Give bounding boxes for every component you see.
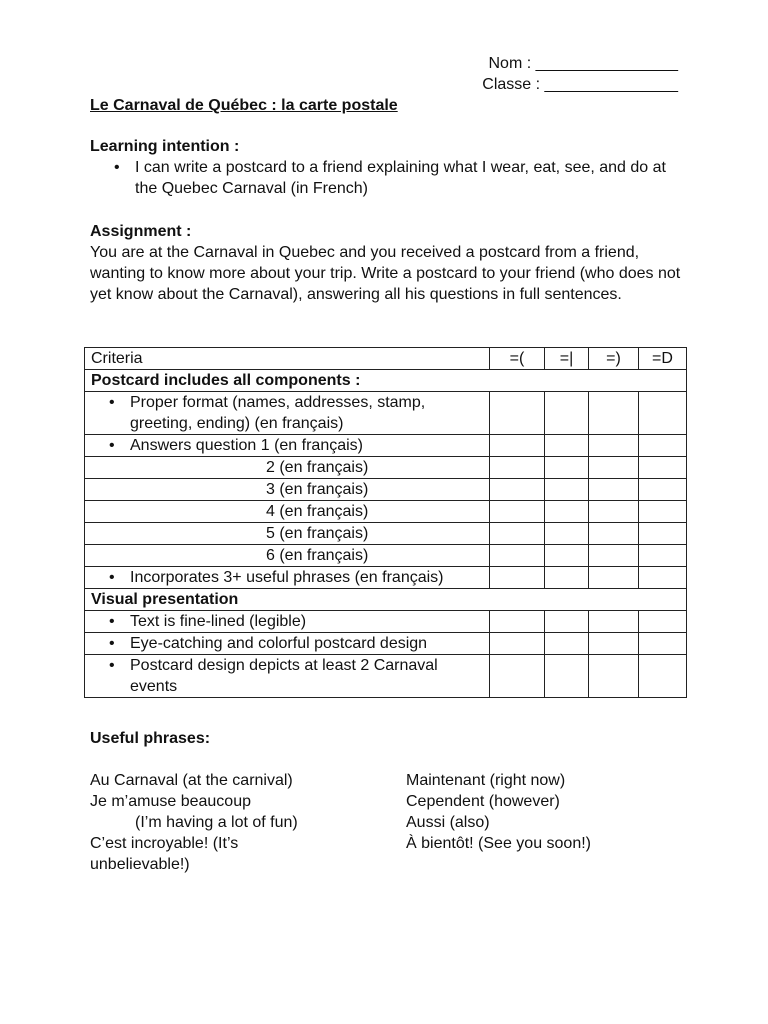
score-header-sad: =( xyxy=(490,348,545,370)
score-cell xyxy=(589,392,639,435)
score-cell xyxy=(545,633,589,655)
score-cell xyxy=(589,479,639,501)
rubric-row xyxy=(85,435,687,457)
score-cell xyxy=(589,501,639,523)
criteria-header: Criteria xyxy=(85,348,490,370)
nom-field: Nom : ________________ xyxy=(488,55,678,72)
assignment-heading: Assignment : xyxy=(90,223,192,240)
score-cell xyxy=(490,392,545,435)
score-cell xyxy=(589,567,639,589)
learning-intention-section xyxy=(90,136,690,199)
phrase-item: À bientôt! (See you soon!) xyxy=(406,835,591,852)
score-cell xyxy=(639,545,687,567)
criterion-question-5: 5 (en français) xyxy=(266,525,369,542)
score-cell xyxy=(490,655,545,698)
learning-intention-heading: Learning intention : xyxy=(90,138,240,155)
rubric-row xyxy=(85,655,687,698)
score-cell xyxy=(589,655,639,698)
criterion-question-4: 4 (en français) xyxy=(266,503,369,520)
score-cell xyxy=(639,567,687,589)
score-cell xyxy=(639,611,687,633)
rubric-row xyxy=(85,545,687,567)
score-cell xyxy=(589,611,639,633)
score-cell xyxy=(490,545,545,567)
score-cell xyxy=(490,457,545,479)
phrase-item: C’est incroyable! (It’s unbelievable!) xyxy=(90,835,239,873)
score-cell xyxy=(639,479,687,501)
student-info-fields xyxy=(482,53,678,95)
score-cell xyxy=(490,611,545,633)
group-components-heading: Postcard includes all components : xyxy=(85,370,687,392)
phrase-item: Aussi (also) xyxy=(406,814,490,831)
criterion-format: • Proper format (names, addresses, stamp, greeting, ending) (en français) xyxy=(91,392,483,434)
score-cell xyxy=(589,545,639,567)
assignment-text: You are at the Carnaval in Quebec and you received a postcard from a friend, wanting to know more about your trip. Write a postcard to your friend (who does not yet know about the Carnaval), answering all his questions in full sentences. xyxy=(90,244,681,303)
useful-phrases-section xyxy=(90,728,690,873)
score-cell xyxy=(639,457,687,479)
score-cell xyxy=(545,479,589,501)
criterion-useful-phrases: • Incorporates 3+ useful phrases (en français) xyxy=(91,567,483,588)
criterion-legible: • Text is fine-lined (legible) xyxy=(91,611,483,632)
score-cell xyxy=(639,435,687,457)
score-cell xyxy=(545,523,589,545)
rubric-row xyxy=(85,457,687,479)
rubric-group-row xyxy=(85,589,687,611)
score-cell xyxy=(589,457,639,479)
phrase-item: Je m’amuse beaucoup xyxy=(90,793,251,810)
score-cell xyxy=(545,567,589,589)
score-cell xyxy=(639,523,687,545)
score-cell xyxy=(589,435,639,457)
score-cell xyxy=(545,501,589,523)
rubric-group-row xyxy=(85,370,687,392)
score-cell xyxy=(589,523,639,545)
classe-field: Classe : _______________ xyxy=(482,76,678,93)
phrase-item: Cependent (however) xyxy=(406,793,560,810)
rubric-row xyxy=(85,479,687,501)
score-header-neutral: =| xyxy=(545,348,589,370)
rubric-row xyxy=(85,501,687,523)
rubric-header-row xyxy=(85,348,687,370)
score-cell xyxy=(639,655,687,698)
score-cell xyxy=(545,611,589,633)
criterion-question-3: 3 (en français) xyxy=(266,481,369,498)
criterion-question-1: • Answers question 1 (en français) xyxy=(91,435,483,456)
score-cell xyxy=(639,633,687,655)
score-cell xyxy=(639,392,687,435)
score-cell xyxy=(545,545,589,567)
score-cell xyxy=(490,523,545,545)
score-cell xyxy=(490,567,545,589)
score-cell xyxy=(545,457,589,479)
rubric-row xyxy=(85,523,687,545)
rubric-row xyxy=(85,392,687,435)
score-cell xyxy=(545,392,589,435)
criterion-carnaval-events: • Postcard design depicts at least 2 Carnaval events xyxy=(91,655,483,697)
score-header-happy: =) xyxy=(589,348,639,370)
document-title: Le Carnaval de Québec : la carte postale xyxy=(90,97,398,114)
rubric-row xyxy=(85,633,687,655)
learning-intention-item: • I can write a postcard to a friend explaining what I wear, eat, see, and do at the Quebec Carnaval (in French) xyxy=(90,157,690,199)
useful-phrases-right-column xyxy=(406,770,686,854)
group-visual-heading: Visual presentation xyxy=(85,589,687,611)
criterion-question-6: 6 (en français) xyxy=(266,547,369,564)
learning-intention-list xyxy=(90,157,690,199)
rubric-row xyxy=(85,567,687,589)
rubric-table xyxy=(84,347,687,698)
phrase-item: Maintenant (right now) xyxy=(406,772,566,789)
useful-phrases-left-column xyxy=(90,770,340,875)
score-cell xyxy=(545,435,589,457)
score-header-excellent: =D xyxy=(639,348,687,370)
criterion-question-2: 2 (en français) xyxy=(266,459,369,476)
criterion-eye-catching: • Eye-catching and colorful postcard design xyxy=(91,633,483,654)
assignment-section xyxy=(90,221,685,305)
useful-phrases-heading: Useful phrases: xyxy=(90,730,211,747)
score-cell xyxy=(490,501,545,523)
phrase-item: (I’m having a lot of fun) xyxy=(135,814,298,831)
score-cell xyxy=(639,501,687,523)
score-cell xyxy=(589,633,639,655)
score-cell xyxy=(545,655,589,698)
score-cell xyxy=(490,633,545,655)
score-cell xyxy=(490,435,545,457)
score-cell xyxy=(490,479,545,501)
phrase-item: Au Carnaval (at the carnival) xyxy=(90,772,293,789)
rubric-row xyxy=(85,611,687,633)
